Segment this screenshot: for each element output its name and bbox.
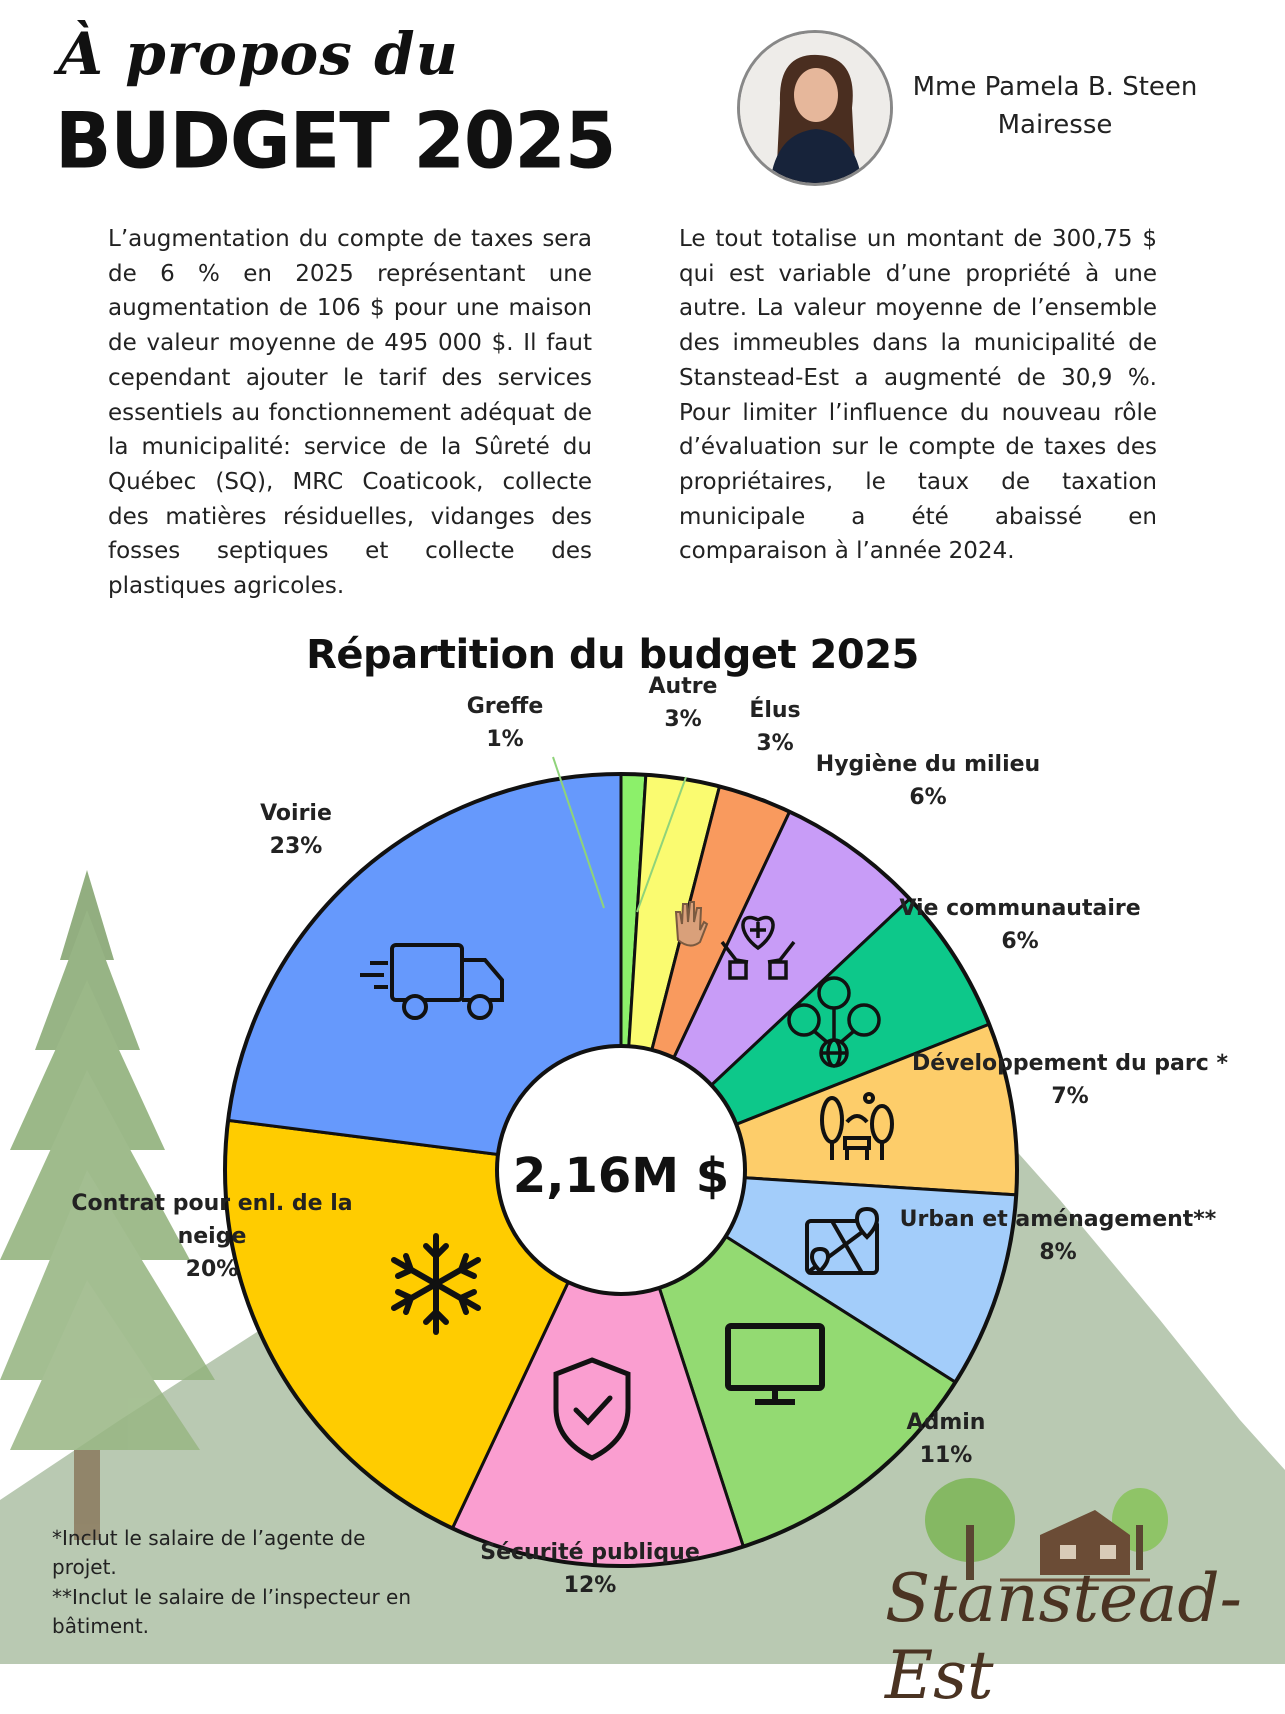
chart-title: Répartition du budget 2025	[306, 632, 919, 678]
slice-value-8: 12%	[563, 1573, 617, 1598]
slice-value-4: 6%	[1001, 929, 1039, 954]
slice-value-2: 3%	[756, 731, 794, 756]
slice-value-0: 1%	[486, 727, 524, 752]
slice-label-0: Greffe 1%	[466, 694, 544, 752]
logo-text: Stanstead-Est	[885, 1560, 1242, 1714]
slice-label-1: Autre 3%	[648, 674, 718, 732]
footnote-1: *Inclut le salaire de l’agente de projet.	[52, 1526, 366, 1579]
slice-label-4: Vie communautaire 6%	[899, 896, 1141, 954]
slice-value-3: 6%	[909, 785, 947, 810]
slice-label-8: Sécurité publique 12%	[480, 1540, 700, 1598]
center-total-label: 2,16M $	[512, 1148, 730, 1204]
mayor-name: Mme Pamela B. Steen	[912, 72, 1198, 102]
slice-value-5: 7%	[1051, 1084, 1089, 1109]
header-script-title: À propos du	[58, 20, 459, 88]
slice-value-10: 23%	[269, 834, 323, 859]
slice-value-7: 11%	[919, 1443, 973, 1468]
slice-value-1: 3%	[664, 707, 702, 732]
slice-value-9: 20%	[185, 1257, 239, 1282]
header-main-title: BUDGET 2025	[55, 95, 616, 187]
footnote-2: **Inclut le salaire de l’inspecteur en bâtiment.	[52, 1585, 412, 1638]
paragraph-right: Le tout totalise un montant de 300,75 $ qui est variable d’une propriété à une autre. La valeur moyenne de l’ensemble des immeubles dans la municipalité de Stanstead-Est a augmenté de 30,9 %. Pour limiter l’influence du nouveau rôle d’évaluation sur le compte de taxes des propriétaires, le taux de taxation municipale a été abaissé en comparaison à l’année 2024.	[679, 226, 1157, 565]
slice-label-9: Contrat pour enl. de la neige 20%	[71, 1191, 353, 1282]
mayor-role: Mairesse	[997, 110, 1113, 140]
slice-label-6: Urban et aménagement** 8%	[899, 1207, 1217, 1265]
slice-label-7: Admin 11%	[906, 1410, 986, 1468]
slice-label-3: Hygiène du milieu 6%	[815, 752, 1041, 810]
paragraph-left: L’augmentation du compte de taxes sera de 6 % en 2025 représentant une augmentation de 106 $ pour une maison de valeur moyenne de 495 000 $. Il faut cependant ajouter le tarif des services essentiels au fonctionnement adéquat de la municipalité: service de la Sûreté du Québec (SQ), MRC Coaticook, collecte des matières résiduelles, vidanges des fosses septiques et collecte des plastiques agricoles.	[108, 226, 592, 600]
slice-label-5: Développement du parc * 7%	[912, 1051, 1228, 1109]
slice-value-6: 8%	[1039, 1240, 1077, 1265]
slice-label-2: Élus 3%	[749, 698, 801, 756]
slice-label-10: Voirie 23%	[260, 801, 332, 859]
